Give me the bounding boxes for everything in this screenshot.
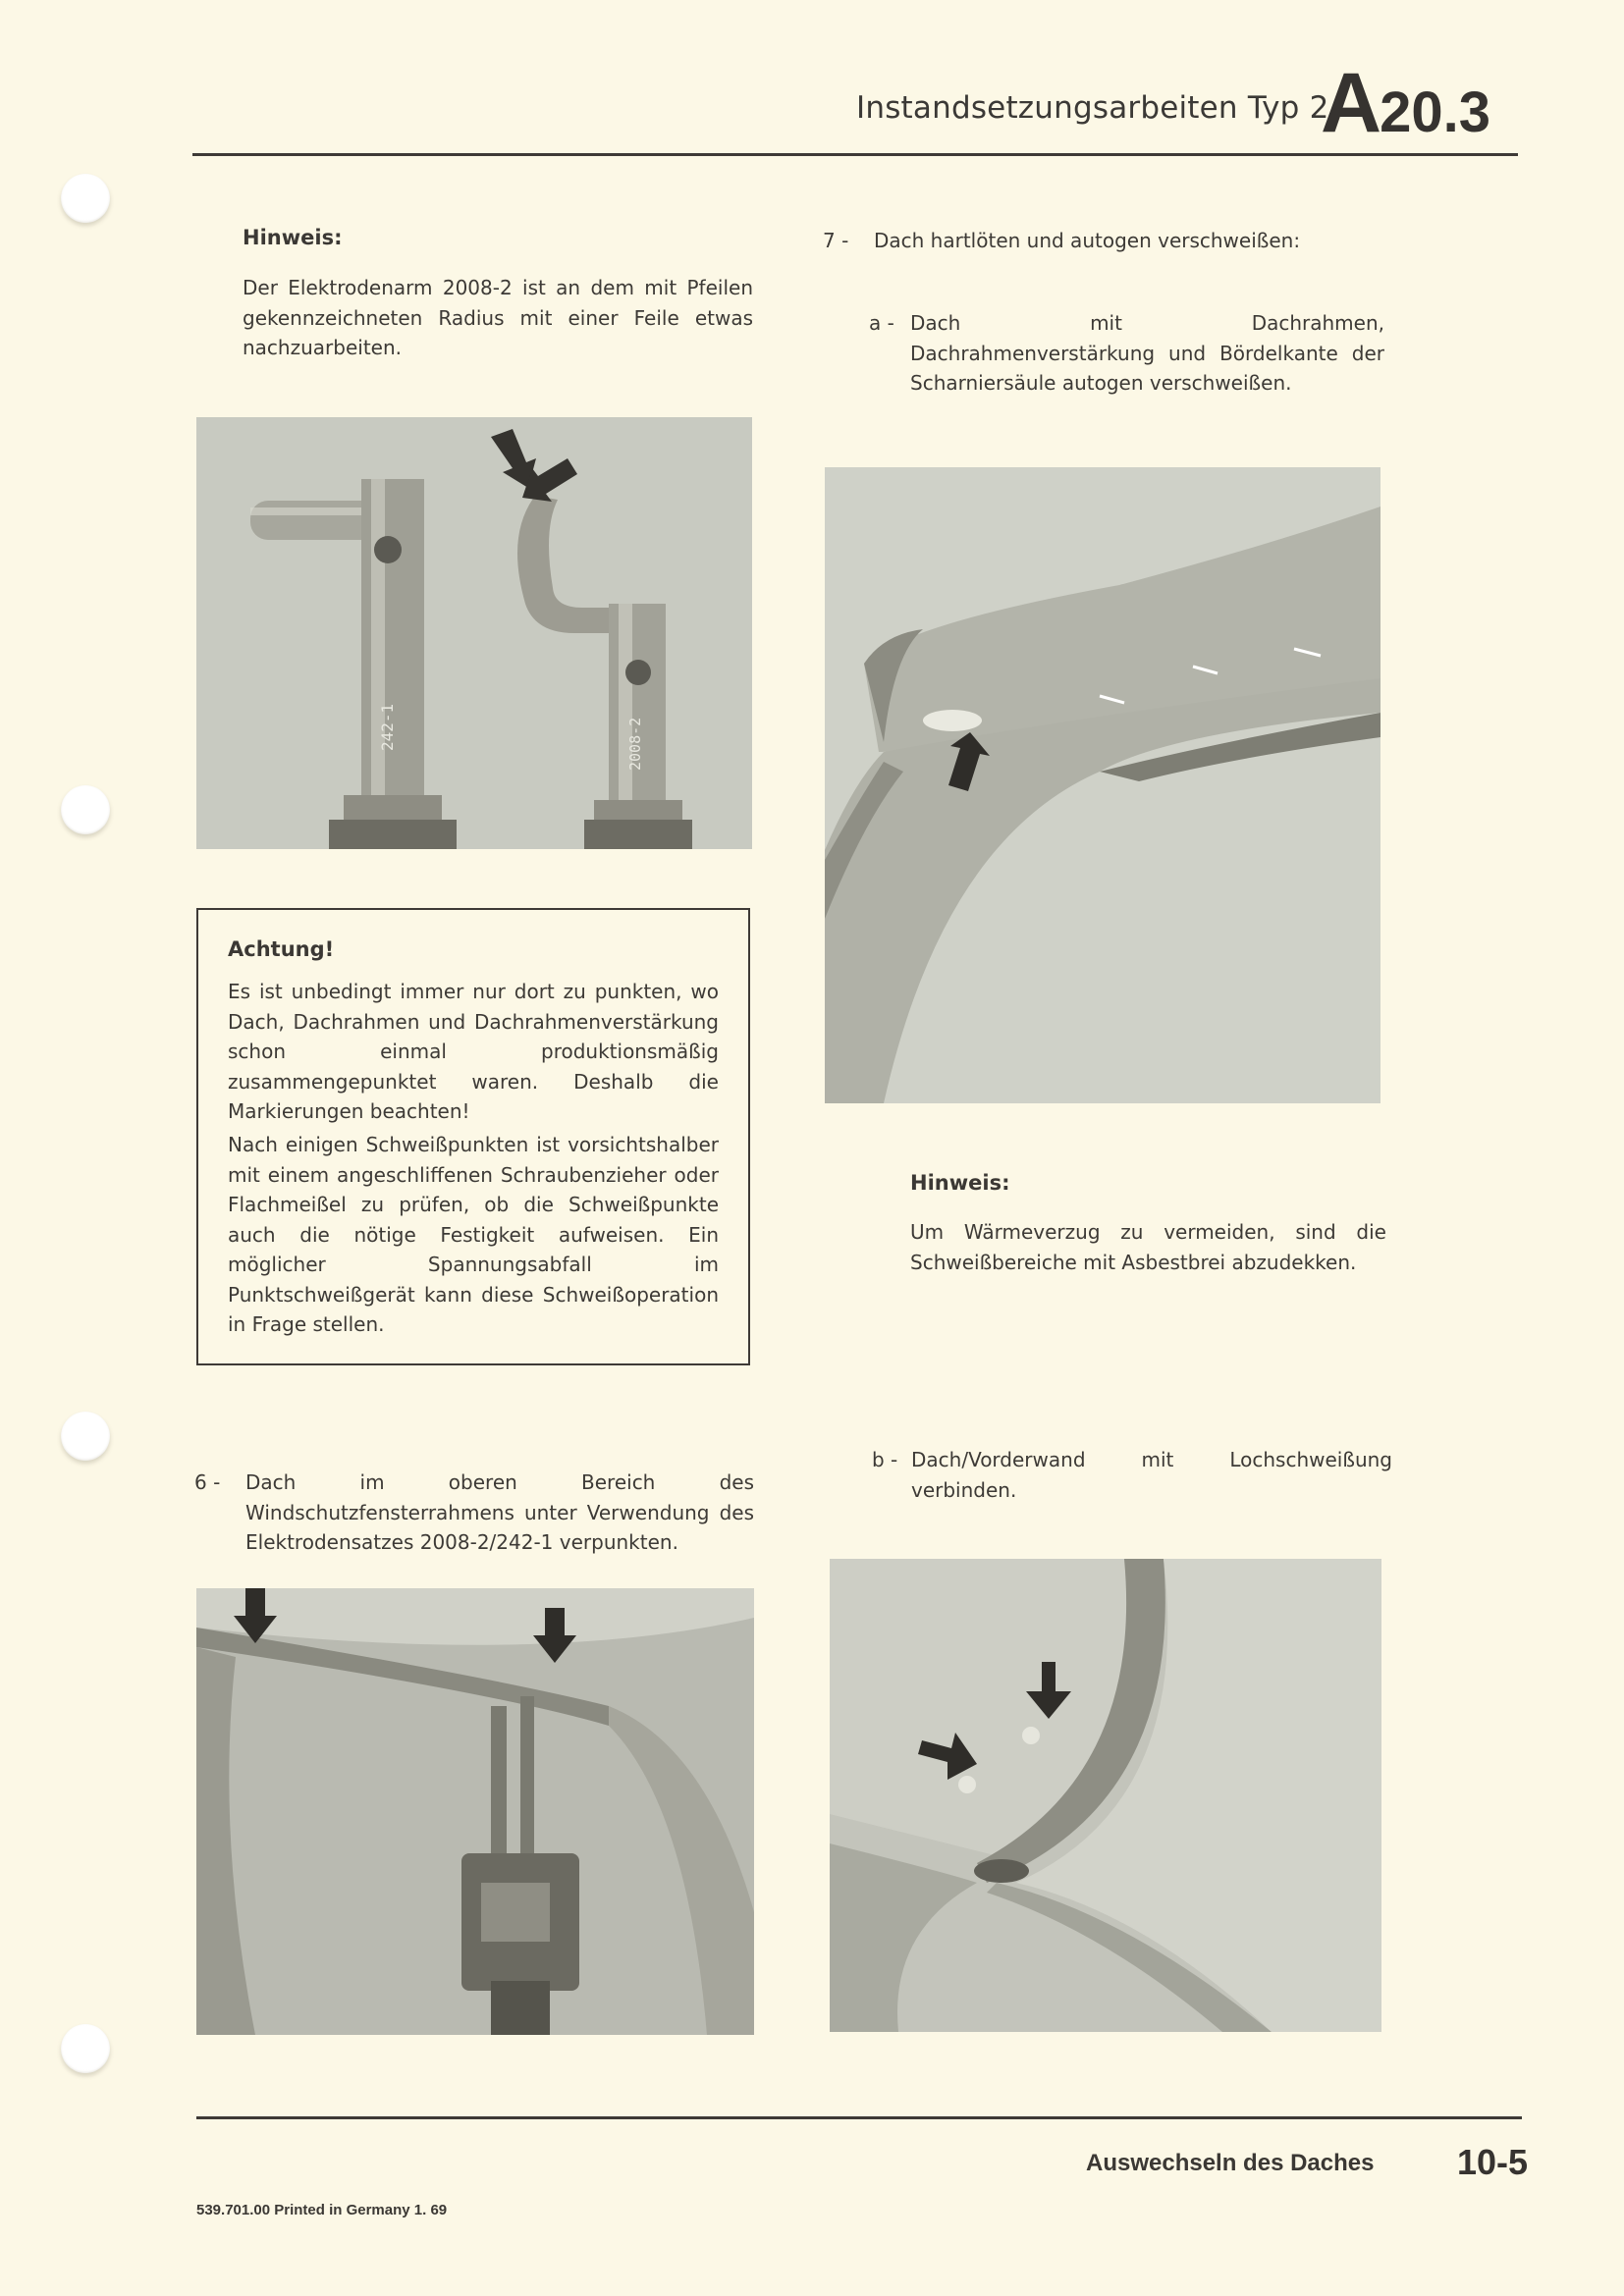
footer-page-number: 10-5 bbox=[1457, 2142, 1529, 2182]
step-7a-letter: a - bbox=[869, 311, 894, 335]
note1-heading: Hinweis: bbox=[243, 226, 343, 249]
photo-spot-welding bbox=[196, 1588, 754, 2035]
label-242-1: 242-1 bbox=[378, 703, 397, 751]
warning-paragraph-2: Nach einigen Schweißpunkten ist vorsichtshalber mit einem angeschliffenen Schraubenzieher oder Flachmeißel zu prüfen, ob die Schweißpunkte auch die nötige Festigkeit aufweisen. Ein möglicher Spannungsabfall im Punktschweißgerät kann diese Schweißoperation in Frage stellen. bbox=[228, 1133, 719, 1336]
header-rule bbox=[192, 153, 1518, 156]
label-2008-2: 2008-2 bbox=[626, 717, 644, 771]
step-7-text: Dach hartlöten und autogen verschweißen: bbox=[874, 229, 1301, 252]
section-code bbox=[1321, 56, 1490, 150]
step-7a-text: Dach mit Dachrahmen, Dachrahmenverstärkung und Bördelkante der Scharniersäule autogen verschweißen. bbox=[910, 311, 1384, 395]
step-7b-text: Dach/Vorderwand mit Lochschweißung verbinden. bbox=[911, 1448, 1392, 1502]
step-7 bbox=[823, 226, 1412, 256]
footer-rule bbox=[196, 2116, 1522, 2119]
note2-heading: Hinweis: bbox=[910, 1171, 1010, 1195]
section-code-number: 20.3 bbox=[1380, 80, 1490, 144]
step-7b bbox=[872, 1445, 1392, 1505]
punch-hole bbox=[61, 174, 110, 223]
step-6 bbox=[194, 1468, 754, 1558]
section-code-letter: A bbox=[1321, 56, 1380, 150]
step-7a bbox=[869, 308, 1384, 399]
punch-hole bbox=[61, 1412, 110, 1461]
note1-text: Der Elektrodenarm 2008-2 ist an dem mit Pfeilen gekennzeichneten Radius mit einer Feile etwas nachzuarbeiten. bbox=[243, 276, 753, 359]
punch-hole bbox=[61, 785, 110, 834]
photo-electrode-set bbox=[196, 417, 752, 849]
header-title: Instandsetzungsarbeiten Typ 2 bbox=[856, 90, 1329, 126]
warning-heading: Achtung! bbox=[228, 937, 335, 961]
photo-roof-frame-weld bbox=[825, 467, 1380, 1103]
warning-paragraph-1: Es ist unbedingt immer nur dort zu punkten, wo Dach, Dachrahmen und Dachrahmenverstärkung schon einmal produktionsmäßig zusammengepunktet waren. Deshalb die Markierungen beachten! bbox=[228, 980, 719, 1123]
step-6-text: Dach im oberen Bereich des Windschutzfensterrahmens unter Verwendung des Elektrodensatzes 2008-2/242-1 verpunkten. bbox=[245, 1470, 754, 1554]
step-7-number: 7 - bbox=[823, 229, 849, 252]
warning-box bbox=[196, 908, 750, 1365]
step-7b-letter: b - bbox=[872, 1448, 898, 1471]
print-line: 539.701.00 Printed in Germany 1. 69 bbox=[196, 2202, 448, 2218]
step-6-number: 6 - bbox=[194, 1470, 221, 1494]
note2-text: Um Wärmeverzug zu vermeiden, sind die Schweißbereiche mit Asbestbrei abzudekken. bbox=[910, 1220, 1386, 1274]
photo-plug-welds bbox=[830, 1559, 1381, 2032]
punch-hole bbox=[61, 2024, 110, 2073]
footer-section-title: Auswechseln des Daches bbox=[1086, 2150, 1375, 2176]
